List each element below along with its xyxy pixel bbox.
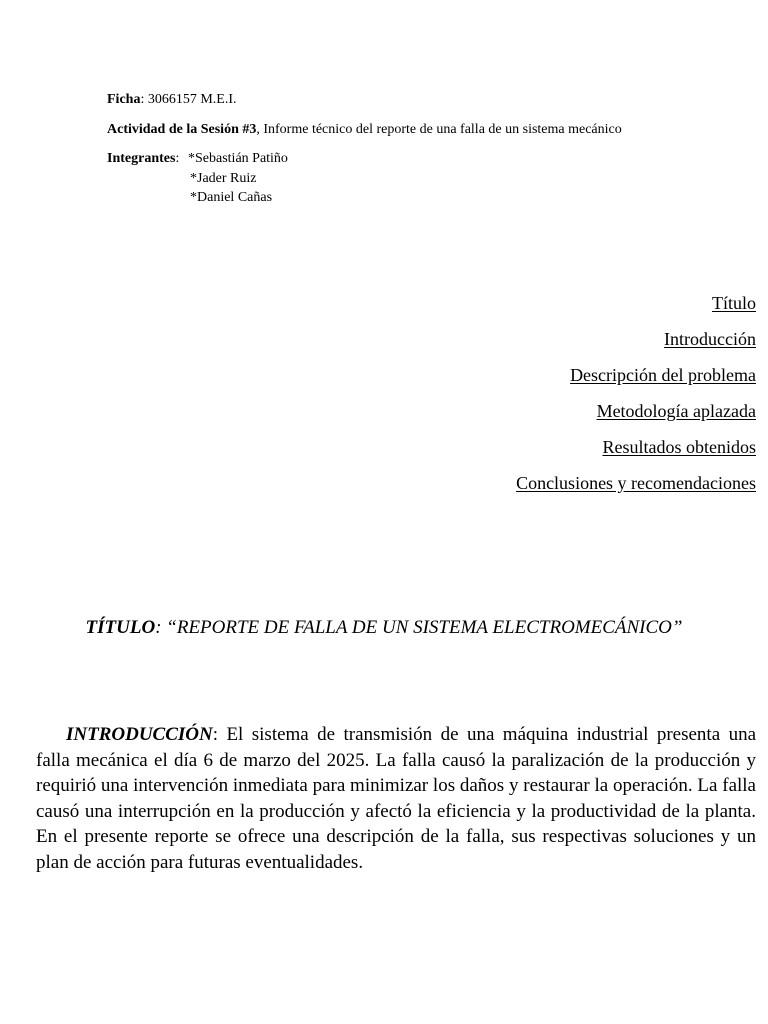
toc-link-titulo[interactable]: Título bbox=[712, 293, 756, 313]
intro-text: : El sistema de transmisión de una máquina industrial presenta una falla mecánica el día 6 de marzo del 2025. La falla causó la paralización de la producción y requirió una intervención inmediata para minimizar los daños y restaurar la operación. La falla causó una interrupción en la producción y afectó la eficiencia y la productividad de la planta. En el presente reporte se ofrece una descripción de la falla, sus respectivas soluciones y un plan de acción para futuras eventualidades. bbox=[36, 724, 756, 873]
integrantes-label: Integrantes bbox=[107, 151, 176, 166]
toc-link-conclusiones[interactable]: Conclusiones y recomendaciones bbox=[516, 473, 756, 493]
actividad-line bbox=[107, 121, 622, 139]
integrantes-separator: : bbox=[175, 151, 180, 166]
table-of-contents bbox=[516, 291, 756, 507]
intro-label: INTRODUCCIÓN bbox=[66, 724, 213, 745]
toc-link-introduccion[interactable]: Introducción bbox=[664, 329, 756, 349]
toc-link-metodologia[interactable]: Metodología aplazada bbox=[596, 401, 756, 421]
actividad-label: Actividad de la Sesión #3 bbox=[107, 122, 257, 137]
member-3: *Daniel Cañas bbox=[190, 190, 273, 205]
report-title bbox=[0, 615, 768, 641]
member-2: *Jader Ruiz bbox=[190, 171, 257, 186]
actividad-value: , Informe técnico del reporte de una falla de un sistema mecánico bbox=[256, 122, 622, 137]
ficha-line bbox=[107, 91, 237, 109]
integrantes-line bbox=[107, 150, 179, 168]
title-label: TÍTULO bbox=[85, 617, 156, 638]
member-1: *Sebastián Patiño bbox=[188, 151, 288, 166]
introduction-paragraph bbox=[36, 722, 756, 876]
ficha-label: Ficha bbox=[107, 92, 141, 107]
toc-link-resultados[interactable]: Resultados obtenidos bbox=[602, 437, 756, 457]
title-text: : “REPORTE DE FALLA DE UN SISTEMA ELECTROMECÁNICO” bbox=[155, 617, 683, 638]
ficha-value: : 3066157 M.E.I. bbox=[140, 92, 237, 107]
toc-link-descripcion[interactable]: Descripción del problema bbox=[570, 365, 756, 385]
